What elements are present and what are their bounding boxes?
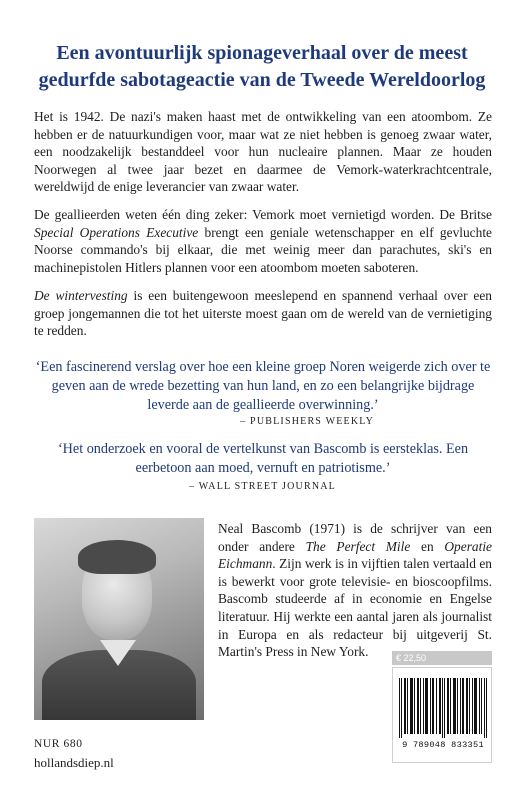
publisher-website: hollandsdiep.nl [34, 755, 114, 770]
author-photo [34, 518, 204, 720]
book-title-inline: De wintervesting [34, 288, 128, 303]
author-bio [218, 520, 492, 661]
headline: Een avontuurlijk spionageverhaal over de meest gedurfde sabotageactie van de Tweede Wereldoorlog [38, 42, 486, 91]
soe-name: Special Operations Executive [34, 224, 199, 240]
price-label: € 22,50 [392, 651, 492, 665]
review-quote-1: ‘Een fascinerend verslag over hoe een kleine groep Noren weigerde zich over te geven aan de wrede bezetting van hun land, en zo een belangrijke bijdrage leverde aan de geallieerde overwinning.’ [35, 359, 491, 413]
intro-paragraph: Het is 1942. De nazi's maken haast met de ontwikkeling van een atoombom. Ze hebben er de natuurkundigen voor, maar wat ze niet hebben is genoeg zwaar water, een noodzakelijk bestanddeel voor hun nucleaire plannen. Maar ze houden Noorwegen al twee jaar bezet en daarmee de Vemork-waterkrachtcentrale, wereldwijd de enige leverancier van zwaar water. [34, 109, 492, 195]
barcode [392, 667, 492, 763]
bio-title-1: The Perfect Mile [305, 538, 411, 554]
summary-paragraph [34, 287, 492, 340]
barcode-bars [399, 678, 487, 738]
isbn-number: 9 789048 833351 [402, 740, 484, 750]
review-source-2: – WALL STREET JOURNAL [189, 481, 336, 492]
bio-text-c: . Zijn werk is in vijftien talen vertaald en is bewerkt voor grote televisie- en bioscoopfilms. Bascomb studeerde af in economie en Engelse literatuur. Hij werkte een aantal jaren als journalist in Europa en als redacteur bij uitgeverij St. Martin's Press in New York. [218, 556, 492, 660]
review-quote-2: ‘Het onderzoek en vooral de vertelkunst van Bascomb is eersteklas. Een eerbetoon aan moed, vernuft en patriotisme.’ [57, 441, 469, 476]
mission-text-b: brengt een geniale wetenschapper en elf gevluchte Noorse commando's bij elkaar, die met weinig meer dan parachutes, ski's en machinepistolen Hitlers plannen voor een atoombom moeten saboteren. [34, 224, 492, 275]
bio-text-a: Neal Bascomb (1971) is de schrijver van een onder andere [218, 521, 492, 554]
mission-text-a: De geallieerden weten één ding zeker: Vemork moet vernietigd worden. De Britse [34, 207, 492, 222]
photo-hair [78, 540, 156, 574]
mission-paragraph [34, 206, 492, 276]
bio-text-b: en [410, 538, 445, 554]
bio-title-2: Operatie Eichmann [218, 538, 492, 572]
review-source-1: – PUBLISHERS WEEKLY [240, 416, 374, 427]
nur-code: NUR 680 [34, 738, 83, 750]
summary-text: is een buitengewoon meeslepend en spannend verhaal over een groep jongemannen die tot het uiterste moest gaan om de wereld van de vernietiging te redden. [34, 288, 492, 339]
